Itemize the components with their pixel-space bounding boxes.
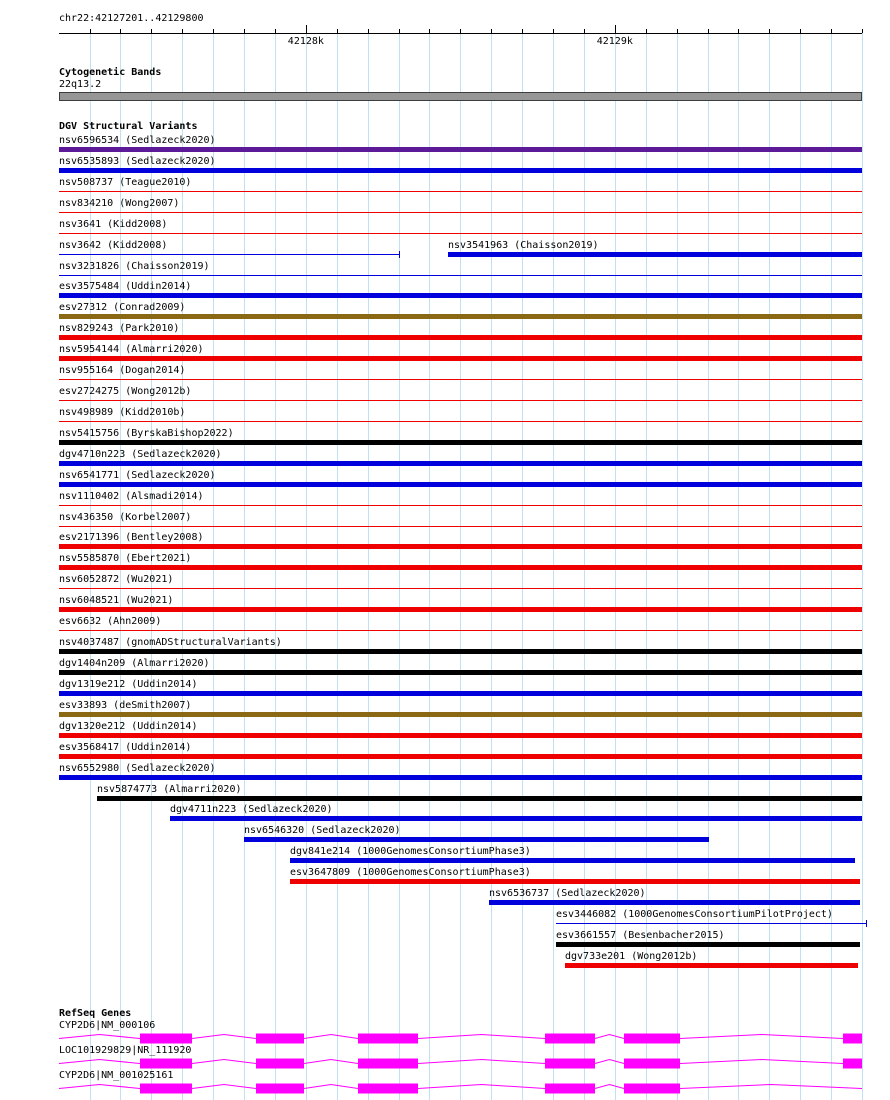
variant-bar[interactable] [59,607,862,612]
variant-label[interactable]: nsv508737 (Teague2010) [59,176,192,188]
ruler-major-tick [306,25,307,33]
intron-connector [192,1035,256,1039]
variant-bar[interactable] [59,733,862,738]
ruler-minor-tick [800,29,801,33]
variant-bar[interactable] [59,630,862,631]
variant-bar[interactable] [59,275,862,276]
variant-label[interactable]: nsv6541771 (Sedlazeck2020) [59,469,216,481]
ruler-minor-tick [522,29,523,33]
ruler-minor-tick [646,29,647,33]
intron-connector [680,1085,862,1089]
variant-label[interactable]: dgv4710n223 (Sedlazeck2020) [59,448,222,460]
ruler-line [59,33,862,34]
variant-bar[interactable] [59,356,862,361]
intron-connector [304,1085,358,1089]
variant-label[interactable]: nsv498989 (Kidd2010b) [59,406,186,418]
ruler-minor-tick [769,29,770,33]
exon-block[interactable] [624,1034,680,1044]
variant-bar[interactable] [59,754,862,759]
ruler-minor-tick [368,29,369,33]
exon-block[interactable] [256,1034,304,1044]
variant-label[interactable]: esv3647809 (1000GenomesConsortiumPhase3) [290,867,531,879]
variant-bar[interactable] [59,565,862,570]
exon-block[interactable] [358,1059,418,1069]
ruler-tick-label: 42128k [287,36,324,47]
variant-label[interactable]: nsv834210 (Wong2007) [59,197,180,209]
variant-label[interactable]: nsv5874773 (Almarri2020) [97,783,242,795]
variant-label[interactable]: nsv3641 (Kidd2008) [59,218,168,230]
variant-bar[interactable] [59,147,862,152]
variant-bar[interactable] [489,900,860,905]
intron-connector [680,1060,843,1064]
variant-end-tick [866,920,867,927]
intron-connector [59,1085,140,1089]
variant-bar[interactable] [290,858,855,863]
intron-connector [680,1035,843,1039]
ruler-minor-tick [182,29,183,33]
variant-label[interactable]: nsv4037487 (gnomADStructuralVariants) [59,637,282,649]
variant-label[interactable]: nsv1110402 (Alsmadi2014) [59,490,204,502]
variant-label[interactable]: nsv3541963 (Chaisson2019) [448,239,599,251]
ruler-minor-tick [831,29,832,33]
intron-connector [59,1035,140,1039]
variant-label[interactable]: dgv841e214 (1000GenomesConsortiumPhase3) [290,846,531,858]
variant-label[interactable]: nsv955164 (Dogan2014) [59,365,186,377]
variant-bar[interactable] [59,526,862,527]
exon-block[interactable] [545,1034,595,1044]
variant-label[interactable]: nsv6596534 (Sedlazeck2020) [59,135,216,146]
variant-bar[interactable] [290,879,860,884]
exon-block[interactable] [358,1034,418,1044]
variant-bar[interactable] [59,293,862,298]
exon-block[interactable] [624,1084,680,1094]
variant-bar[interactable] [59,588,862,589]
variant-bar[interactable] [170,816,862,821]
variant-end-tick [399,251,400,258]
variant-label[interactable]: esv3446082 (1000GenomesConsortiumPilotProject) [556,909,833,921]
variant-bar[interactable] [59,544,862,549]
exon-block[interactable] [843,1059,862,1069]
variant-bar[interactable] [59,233,862,234]
variant-label[interactable]: nsv5415756 (ByrskaBishop2022) [59,427,234,439]
variant-bar[interactable] [59,254,399,255]
intron-connector [192,1060,256,1064]
exon-block[interactable] [545,1059,595,1069]
variant-label[interactable]: dgv1320e212 (Uddin2014) [59,720,198,732]
variant-bar[interactable] [59,461,862,466]
ruler-minor-tick [337,29,338,33]
ruler-minor-tick [120,29,121,33]
position-label: chr22:42127201..42129800 [59,13,204,24]
variant-label[interactable]: esv33893 (deSmith2007) [59,699,192,711]
variant-bar[interactable] [59,775,862,780]
variant-bar[interactable] [556,942,860,947]
variant-label[interactable]: esv3568417 (Uddin2014) [59,741,192,753]
variant-label[interactable]: nsv6052872 (Wu2021) [59,574,174,586]
variant-label[interactable]: dgv4711n223 (Sedlazeck2020) [170,804,333,816]
variant-label[interactable]: nsv3642 (Kidd2008) [59,239,168,251]
ruler-minor-tick [491,29,492,33]
intron-connector [192,1085,256,1089]
variant-bar[interactable] [448,252,862,257]
variant-label[interactable]: nsv6536737 (Sedlazeck2020) [489,888,646,900]
grid-line [862,33,863,1100]
variant-bar[interactable] [565,963,858,968]
variant-bar[interactable] [59,712,862,717]
variant-bar[interactable] [97,796,862,801]
variant-bar[interactable] [59,314,862,319]
ruler-major-tick [615,25,616,33]
intron-connector [418,1060,545,1064]
variant-bar[interactable] [59,670,862,675]
ruler-minor-tick [244,29,245,33]
exon-block[interactable] [358,1084,418,1094]
ruler-minor-tick [862,29,863,33]
variant-label[interactable]: nsv6048521 (Wu2021) [59,595,174,607]
variant-label[interactable]: esv2171396 (Bentley2008) [59,532,204,544]
intron-connector [595,1060,624,1064]
ruler-minor-tick [399,29,400,33]
intron-connector [595,1085,624,1089]
exon-block[interactable] [843,1034,862,1044]
cytoband-bar[interactable] [59,92,862,101]
gene-structure[interactable] [0,1082,890,1096]
ruler-minor-tick [708,29,709,33]
variant-bar[interactable] [59,691,862,696]
variant-bar[interactable] [59,191,862,192]
gene-label[interactable]: CYP2D6|NM_001025161 [59,1070,174,1081]
exon-block[interactable] [256,1059,304,1069]
variant-bar[interactable] [59,168,862,173]
ruler-minor-tick [90,29,91,33]
gene-structure[interactable] [0,1032,890,1046]
ruler-minor-tick [213,29,214,33]
variant-label[interactable]: esv27312 (Conrad2009) [59,302,186,314]
intron-connector [595,1035,624,1039]
exon-block[interactable] [140,1084,192,1094]
variant-label[interactable]: nsv6535893 (Sedlazeck2020) [59,155,216,167]
ruler-minor-tick [460,29,461,33]
intron-connector [418,1085,545,1089]
ruler-minor-tick [584,29,585,33]
intron-connector [418,1035,545,1039]
gene-structure[interactable] [0,1057,890,1071]
variant-label[interactable]: nsv829243 (Park2010) [59,323,180,335]
variant-label[interactable]: nsv5954144 (Almarri2020) [59,344,204,356]
variant-bar[interactable] [556,923,866,924]
variant-bar[interactable] [59,335,862,340]
exon-block[interactable] [140,1034,192,1044]
variant-label[interactable]: esv3575484 (Uddin2014) [59,281,192,293]
exon-block[interactable] [140,1059,192,1069]
variant-label[interactable]: dgv733e201 (Wong2012b) [565,950,698,962]
variant-label[interactable]: nsv3231826 (Chaisson2019) [59,260,210,272]
intron-connector [304,1035,358,1039]
ruler-minor-tick [151,29,152,33]
variant-bar[interactable] [59,440,862,445]
variant-label[interactable]: nsv436350 (Korbel2007) [59,511,192,523]
variant-bar[interactable] [59,379,862,380]
variants-section-title: DGV Structural Variants [59,121,198,132]
cytobands-section-title: Cytogenetic Bands [59,67,162,78]
variant-label[interactable]: dgv1404n209 (Almarri2020) [59,658,210,669]
variant-label[interactable]: nsv6552980 (Sedlazeck2020) [59,762,216,774]
variant-bar[interactable] [59,649,862,654]
ruler-minor-tick [275,29,276,33]
ruler-tick-label: 42129k [596,36,633,47]
variant-label[interactable]: nsv6546320 (Sedlazeck2020) [244,825,401,837]
variant-bar[interactable] [59,421,862,422]
variant-label[interactable]: esv3661557 (Besenbacher2015) [556,929,725,941]
genes-section-title: RefSeq Genes [59,1008,132,1019]
cytoband-name: 22q13.2 [59,79,102,90]
variant-label[interactable]: esv6632 (Ahn2009) [59,616,162,628]
variant-bar[interactable] [59,482,862,487]
gene-label[interactable]: CYP2D6|NM_000106 [59,1020,156,1031]
variant-label[interactable]: dgv1319e212 (Uddin2014) [59,678,198,690]
variant-bar[interactable] [59,212,862,213]
ruler-minor-tick [553,29,554,33]
gene-label[interactable]: LOC101929829|NR_111920 [59,1045,192,1056]
intron-connector [59,1060,140,1064]
exon-block[interactable] [624,1059,680,1069]
variant-label[interactable]: nsv5585870 (Ebert2021) [59,553,192,565]
variant-bar[interactable] [244,837,709,842]
variant-bar[interactable] [59,505,862,506]
exon-block[interactable] [256,1084,304,1094]
intron-connector [304,1060,358,1064]
ruler-minor-tick [429,29,430,33]
variant-bar[interactable] [59,400,862,401]
ruler-minor-tick [738,29,739,33]
variant-label[interactable]: esv2724275 (Wong2012b) [59,386,192,398]
ruler-minor-tick [677,29,678,33]
exon-block[interactable] [545,1084,595,1094]
